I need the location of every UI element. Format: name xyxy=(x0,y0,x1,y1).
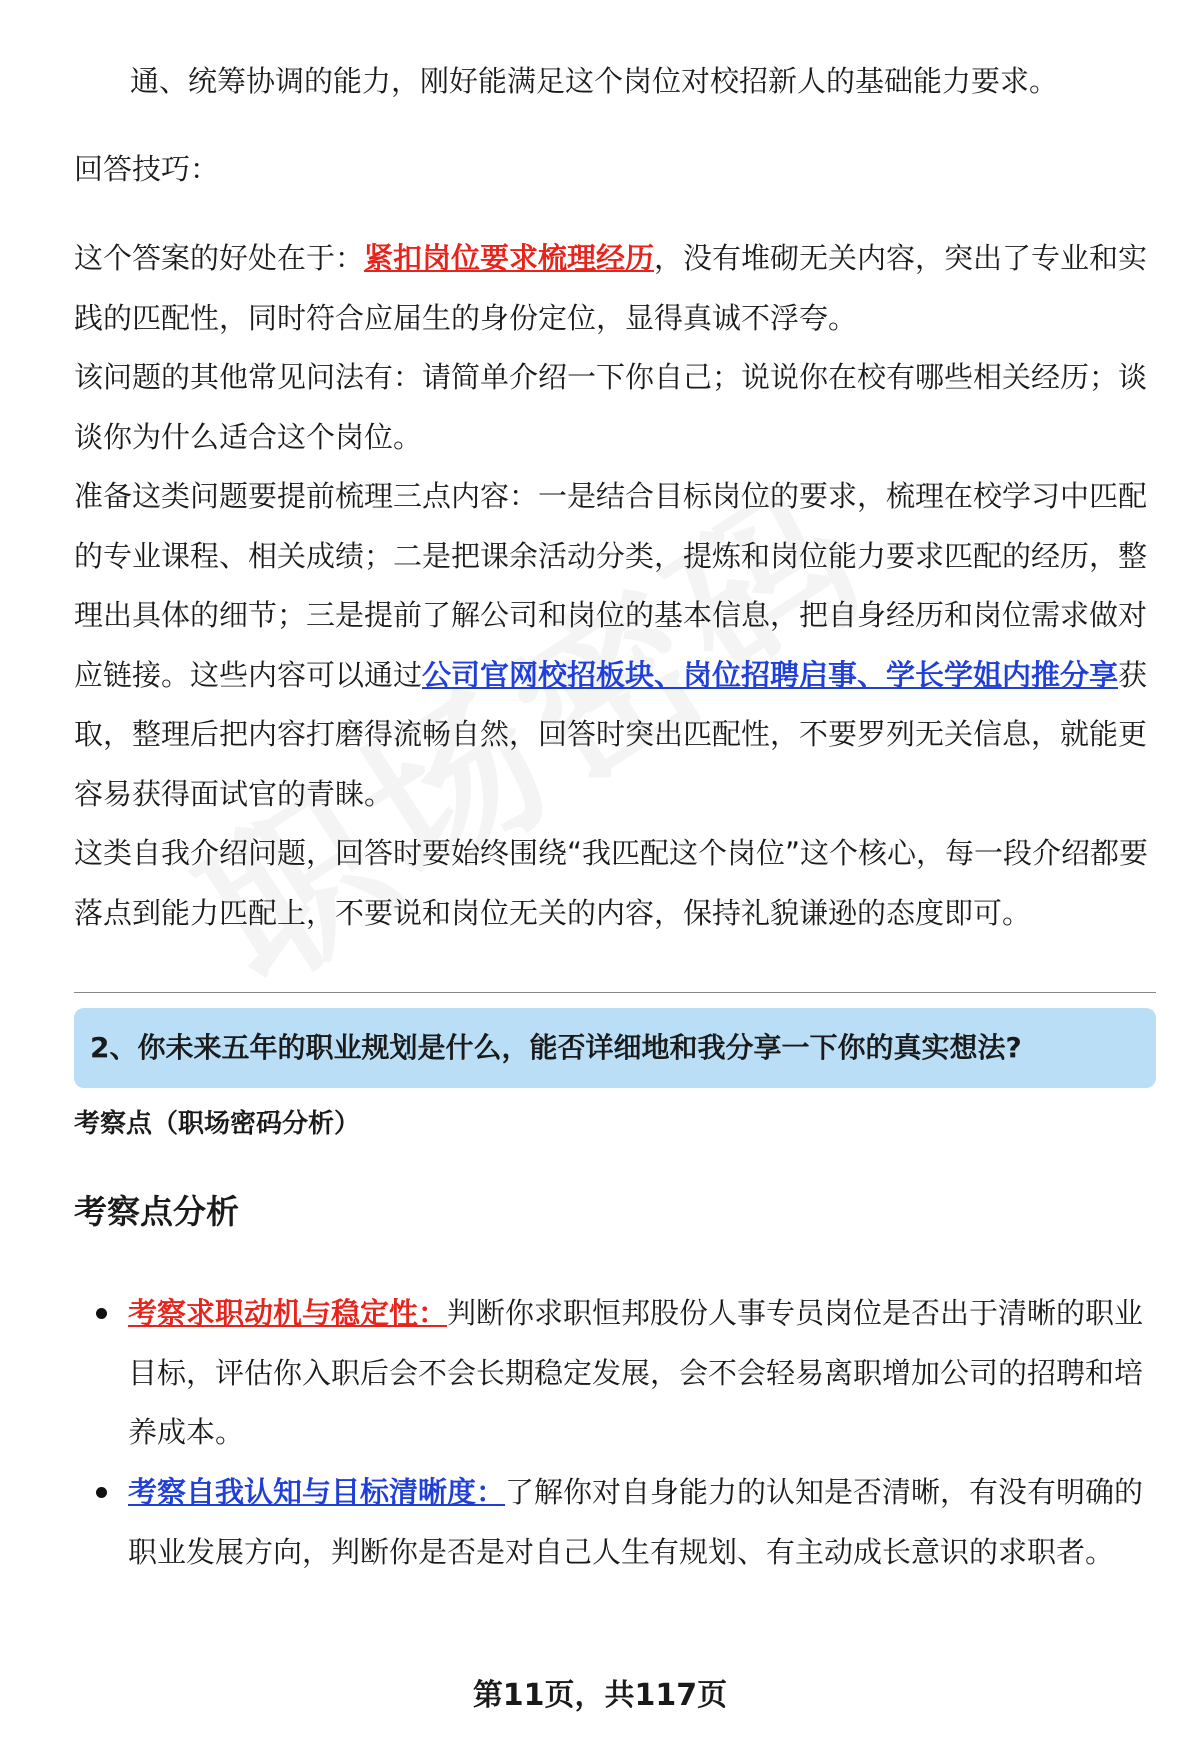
section-divider xyxy=(74,992,1156,993)
bullet-dot xyxy=(96,1308,107,1319)
bullet-item-motivation xyxy=(128,1284,1158,1463)
paragraph-alternate-questions: 该问题的其他常见问法有：请简单介绍一下你自己；说说你在校有哪些相关经历；谈谈你为什么适合这个岗位。 xyxy=(74,360,1148,454)
paragraph-self-intro-summary: 这类自我介绍问题，回答时要始终围绕“我匹配这个岗位”这个核心，每一段介绍都要落点到能力匹配上，不要说和岗位无关的内容，保持礼貌谦逊的态度即可。 xyxy=(74,836,1149,930)
page-number-footer: 第11页，共117页 xyxy=(472,1678,728,1713)
p3-before: 准备这类问题要提前梳理三点内容：一是结合目标岗位的要求，梳理在校学习中匹配的专业课程、相关成绩；二是把课余活动分类，提炼和岗位能力要求匹配的经历，整理出具体的细节；三是提前了解公司和岗位的基本信息，把自身经历和岗位需求做对应链接。这些内容可以通过 xyxy=(74,479,1148,692)
exam-analysis-heading: 考察点分析 xyxy=(74,1192,239,1231)
p1-before: 这个答案的好处在于： xyxy=(74,241,365,275)
bullet-text: 判断你求职恒邦股份人事专员岗位是否出于清晰的职业目标，评估你入职后会不会长期稳定发展，会不会轻易离职增加公司的招聘和培养成本。 xyxy=(128,1296,1144,1449)
exam-point-label: 考察点（职场密码分析） xyxy=(74,1109,361,1139)
answer-tips-label: 回答技巧： xyxy=(74,152,220,186)
paragraph-preparation xyxy=(74,467,1154,824)
paragraph-answer-benefit xyxy=(74,229,1154,348)
intro-line: 通、统筹协调的能力，刚好能满足这个岗位对校招新人的基础能力要求。 xyxy=(130,64,1059,98)
bullet-item-self-awareness xyxy=(128,1463,1158,1582)
question-title: 2、你未来五年的职业规划是什么，能否详细地和我分享一下你的真实想法? xyxy=(90,1031,1022,1064)
p3-after: 获取，整理后把内容打磨得流畅自然，回答时突出匹配性，不要罗列无关信息，就能更容易获得面试官的青睐。 xyxy=(74,657,1148,811)
highlight-red-link[interactable]: 紧扣岗位要求梳理经历 xyxy=(364,241,655,275)
highlight-blue-link[interactable]: 公司官网校招板块、岗位招聘启事、学长学姐内推分享 xyxy=(422,657,1119,692)
bullet-text: 了解你对自身能力的认知是否清晰，有没有明确的职业发展方向，判断你是否是对自己人生有规划、有主动成长意识的求职者。 xyxy=(128,1475,1144,1569)
p1-after: ，没有堆砌无关内容，突出了专业和实践的匹配性，同时符合应届生的身份定位，显得真诚不浮夸。 xyxy=(74,241,1148,335)
bullet-label-link[interactable]: 考察自我认知与目标清晰度： xyxy=(128,1475,506,1509)
bullet-label-link[interactable]: 考察求职动机与稳定性： xyxy=(128,1296,448,1330)
bullet-dot xyxy=(96,1487,107,1498)
